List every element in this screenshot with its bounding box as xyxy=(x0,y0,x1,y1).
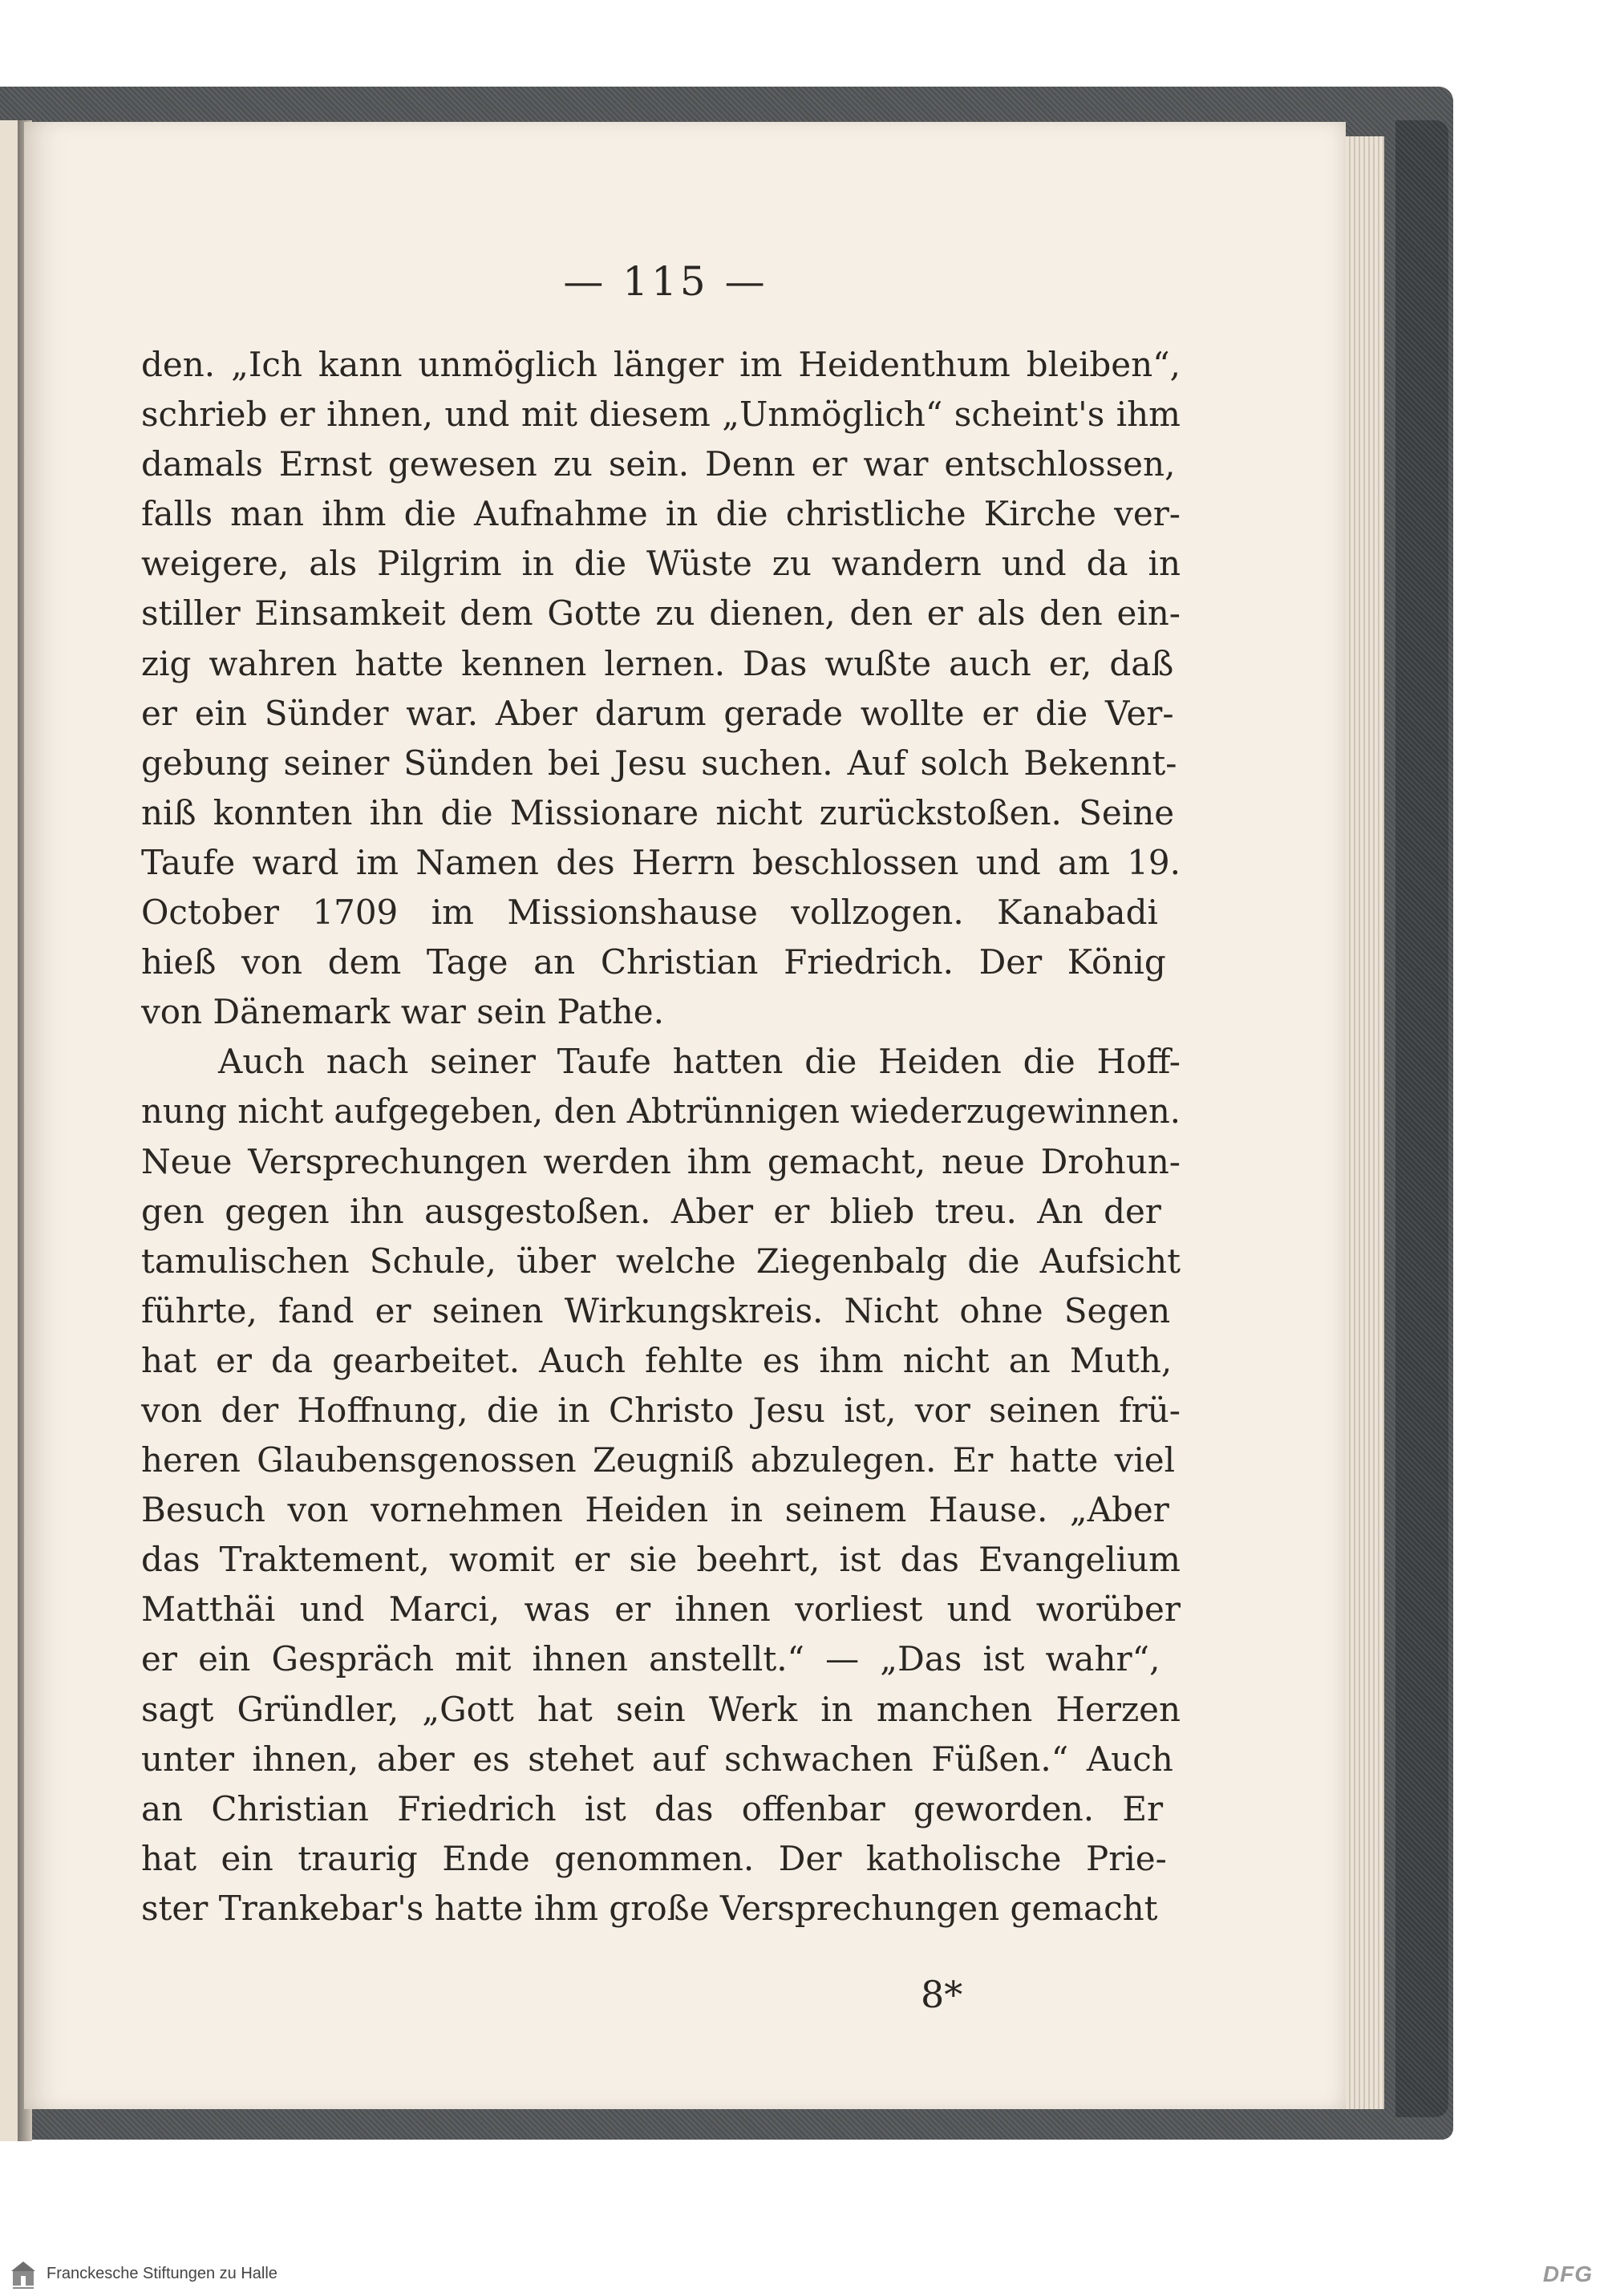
text-line: zig wahren hatte kennen lernen. Das wußte auch er, daß xyxy=(141,643,1174,683)
text-line: weigere, als Pilgrim in die Wüste zu wandern und da in xyxy=(141,544,1181,584)
footer-bar xyxy=(0,2257,1604,2296)
text-line: falls man ihm die Aufnahme in die christliche Kirche ver- xyxy=(141,494,1181,534)
body-text xyxy=(141,340,1181,1934)
text-line: damals Ernst gewesen zu sein. Denn er war entschlossen, xyxy=(141,444,1176,484)
text-line: von Dänemark war sein Pathe. xyxy=(141,992,664,1032)
text-line: niß konnten ihn die Missionare nicht zurückstoßen. Seine xyxy=(141,792,1175,832)
dfg-logo: DFG xyxy=(1542,2262,1593,2286)
text-line: heren Glaubensgenossen Zeugniß abzulegen. Er hatte viel xyxy=(141,1440,1176,1480)
text-line: hieß von dem Tage an Christian Friedrich. Der König xyxy=(141,942,1166,982)
institution-label: Franckesche Stiftungen zu Halle xyxy=(47,2265,277,2282)
text-line: von der Hoffnung, die in Christo Jesu ist, vor seinen frü- xyxy=(141,1390,1181,1430)
text-line: schrieb er ihnen, und mit diesem „Unmöglich“ scheint's ihm xyxy=(141,395,1181,435)
text-line: hat er da gearbeitet. Auch fehlte es ihm nicht an Muth, xyxy=(141,1340,1173,1380)
text-line: ster Trankebar's hatte ihm große Versprechungen gemacht xyxy=(141,1888,1158,1928)
text-line: tamulischen Schule, über welche Ziegenbalg die Aufsicht xyxy=(141,1241,1181,1281)
text-line: gen gegen ihn ausgestoßen. Aber er blieb treu. An der xyxy=(141,1191,1161,1231)
text-line: Taufe ward im Namen des Herrn beschlossen und am 19. xyxy=(141,842,1181,882)
text-line: Matthäi und Marci, was er ihnen vorliest und worüber xyxy=(141,1589,1181,1630)
text-line: an Christian Friedrich ist das offenbar geworden. Er xyxy=(141,1788,1164,1828)
page-number: — 115 — xyxy=(563,258,768,305)
text-line: unter ihnen, aber es stehet auf schwachen Füßen.“ Auch xyxy=(141,1739,1173,1779)
text-line: Neue Versprechungen werden ihm gemacht, neue Drohun- xyxy=(141,1141,1181,1181)
text-line: gebung seiner Sünden bei Jesu suchen. Auf solch Bekennt- xyxy=(141,743,1177,783)
text-line: er ein Gespräch mit ihnen anstellt.“ — „Das ist wahr“, xyxy=(141,1639,1160,1679)
signature-mark: 8* xyxy=(921,1973,963,2016)
text-line: sagt Gründler, „Gott hat sein Werk in manchen Herzen xyxy=(141,1689,1181,1729)
text-line: Besuch von vornehmen Heiden in seinem Hause. „Aber xyxy=(141,1490,1169,1530)
text-line: October 1709 im Missionshause vollzogen. Kanabadi xyxy=(141,893,1158,933)
institution-logo-icon xyxy=(11,2260,35,2290)
text-line: Auch nach seiner Taufe hatten die Heiden die Hoff- xyxy=(218,1042,1181,1082)
text-line: hat ein traurig Ende genommen. Der katholische Prie- xyxy=(141,1838,1167,1878)
cover-edge xyxy=(1395,120,1448,2117)
facing-page-edge xyxy=(0,120,18,2141)
text-line: den. „Ich kann unmöglich länger im Heidenthum bleiben“, xyxy=(141,345,1181,384)
text-line: er ein Sünder war. Aber darum gerade wollte er die Ver- xyxy=(141,693,1174,733)
text-line: nung nicht aufgegeben, den Abtrünnigen wiederzugewinnen. xyxy=(141,1091,1181,1132)
text-line: das Traktement, womit er sie beehrt, ist das Evangelium xyxy=(141,1540,1181,1580)
text-line: stiller Einsamkeit dem Gotte zu dienen, den er als den ein- xyxy=(141,593,1181,634)
text-line: führte, fand er seinen Wirkungskreis. Nicht ohne Segen xyxy=(141,1290,1171,1330)
